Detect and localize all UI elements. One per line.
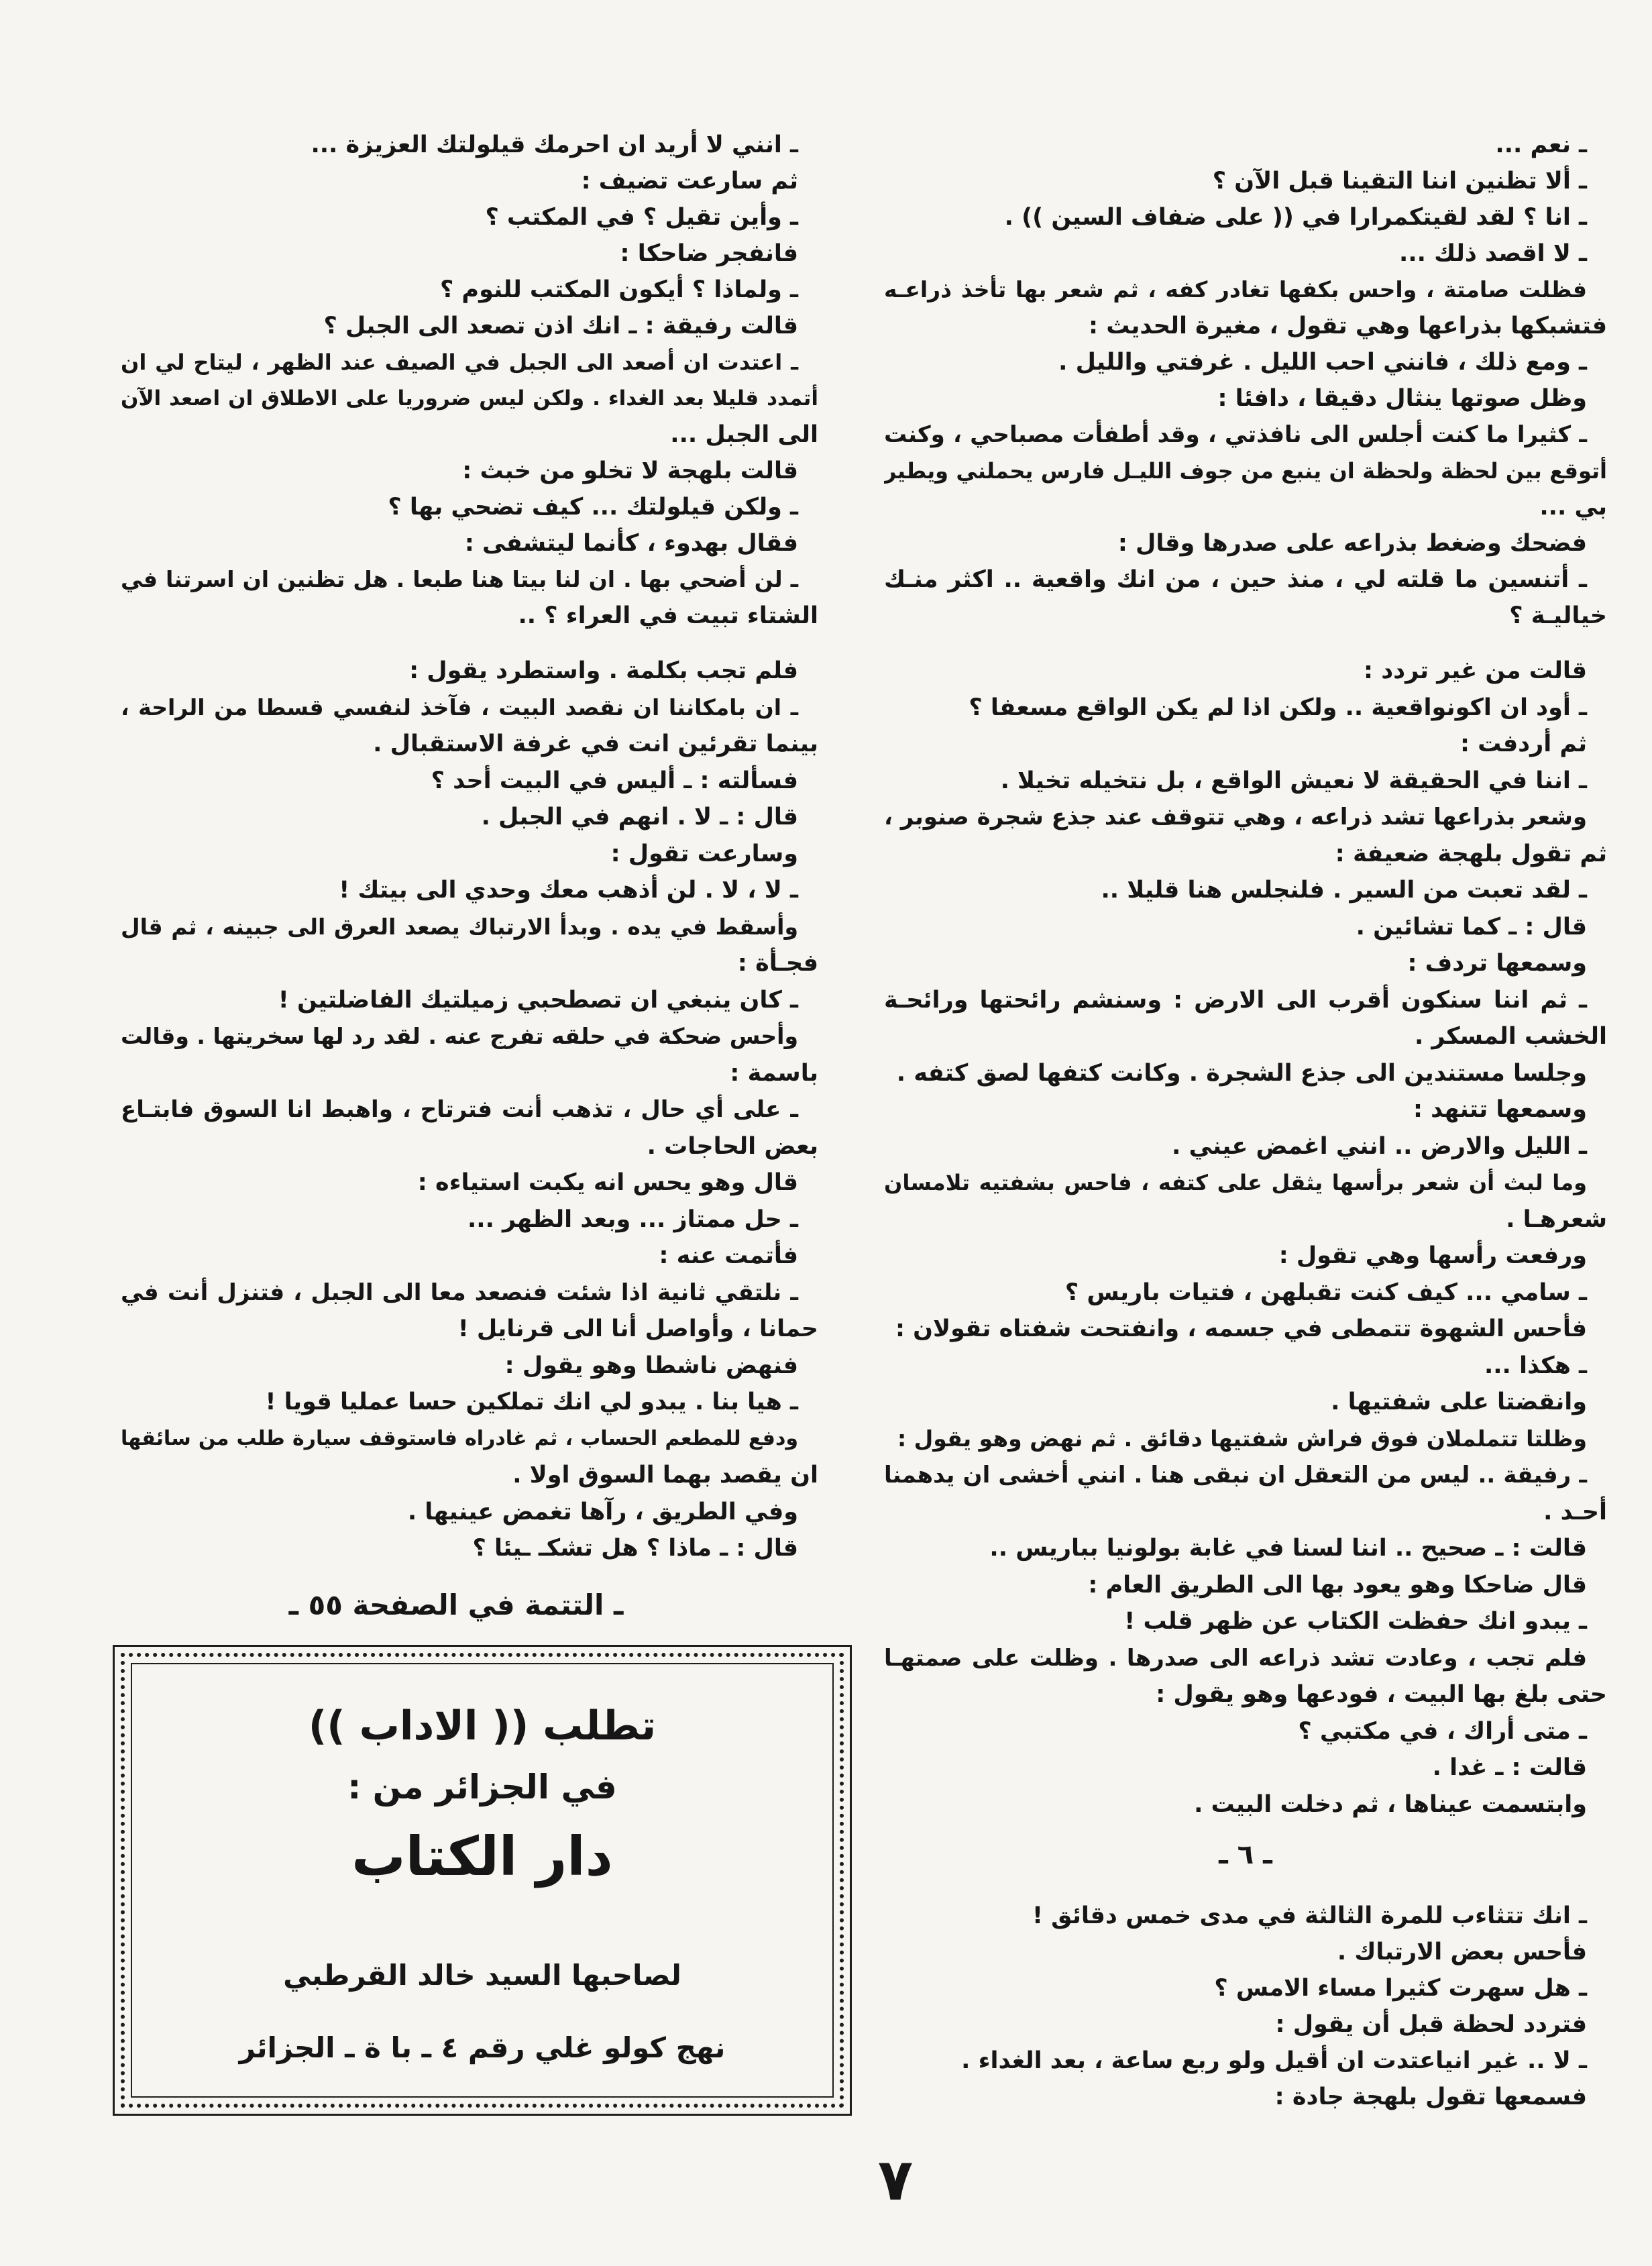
- article-line: وانقضتا على شفتيها .: [1331, 1389, 1587, 1415]
- article-line: ـ انني لا أريد ان احرمك قيلولتك العزيزة ...: [311, 131, 798, 158]
- article-line: ـ هل سهرت كثيرا مساء الامس ؟: [1214, 1975, 1587, 2002]
- article-line: ـ وأين تقيل ؟ في المكتب ؟: [485, 204, 798, 231]
- article-line: فلم تجب بكلمة . واستطرد يقول :: [409, 657, 798, 684]
- right-column-bottom: [884, 1898, 1607, 2115]
- left-column-top: [121, 127, 818, 634]
- article-line: قال : ـ ماذا ؟ هل تشكـ ـيئا ؟: [472, 1535, 798, 1562]
- advertisement-box: [113, 1645, 852, 2116]
- article-line: فسمعها تقول بلهجة جادة :: [1274, 2084, 1587, 2110]
- article-line: وابتسمت عيناها ، ثم دخلت البيت .: [1194, 1790, 1587, 1818]
- article-line: ـ متى أراك ، في مكتبي ؟: [1298, 1717, 1587, 1745]
- article-line: ـ لا ، لا . لن أذهب معك وحدي الى بيتك !: [339, 877, 798, 904]
- article-line: قال وهو يحس انه يكبت استياءه :: [417, 1169, 798, 1196]
- article-line: ـ انا ؟ لقد لقيتكمرارا في (( على ضفاف السين )) .: [1004, 204, 1587, 231]
- article-line: ـ لا اقصد ذلك ...: [1399, 240, 1587, 267]
- right-column-top: [884, 127, 1607, 634]
- article-line: ودفع للمطعم الحساب ، ثم غادراه فاستوقف سيارة طلب من سائقها: [121, 1426, 798, 1450]
- article-line: ـ لا .. غير انياعتدت ان أقيل ولو ربع ساعة ، بعد الغداء .: [961, 2047, 1587, 2074]
- article-line: قال ضاحكا وهو يعود بها الى الطريق العام :: [1088, 1571, 1587, 1599]
- article-line: ثم سارعت تضيف :: [581, 168, 798, 195]
- article-line: ثم تقول بلهجة ضعيفة :: [1335, 840, 1607, 867]
- article-line: ـ نعم ...: [1495, 131, 1587, 158]
- article-line: فنهض ناشطا وهو يقول :: [504, 1352, 798, 1379]
- article-line: قالت من غير تردد :: [1364, 657, 1587, 684]
- article-line: أتوقع بين لحظة ولحظة ان ينبع من جوف الليـل فارس يحملني ويطير: [884, 458, 1607, 484]
- article-line: باسمة :: [730, 1059, 818, 1087]
- article-line: الشتاء تبيت في العراء ؟ ..: [518, 602, 818, 629]
- article-line: ورفعت رأسها وهي تقول :: [1278, 1242, 1587, 1269]
- article-line: فأتمت عنه :: [659, 1242, 798, 1269]
- article-line: ـ ألا تظنين اننا التقينا قبل الآن ؟: [1212, 168, 1587, 195]
- article-line: ـ كثيرا ما كنت أجلس الى نافذتي ، وقد أطفأت مصباحي ، وكنت: [884, 421, 1587, 448]
- article-line: قالت : ـ غدا .: [1432, 1754, 1587, 1781]
- article-line: قال : ـ كما تشائين .: [1356, 913, 1587, 940]
- article-line: وشعر بذراعها تشد ذراعه ، وهي تتوقف عند جذع شجرة صنوبر ،: [884, 804, 1587, 830]
- article-line: خياليـة ؟: [1509, 602, 1607, 629]
- article-line: ـ حل ممتاز ... وبعد الظهر ...: [467, 1205, 798, 1233]
- article-line: فجـأة :: [737, 950, 818, 977]
- article-line: وظلتا تتململان فوق فراش شفتيها دقائق . ثم نهض وهو يقول :: [897, 1425, 1587, 1452]
- article-line: ـ على أي حال ، تذهب أنت فترتاح ، واهبط انا السوق فابتـاع: [121, 1096, 798, 1123]
- article-line: ـ لن أضحي بها . ان لنا بيتا هنا طبعا . هل تظنين ان اسرتنا في: [121, 566, 798, 592]
- article-line: أتمدد قليلا بعد الغداء . ولكن ليس ضروريا على الاطلاق ان اصعد الآن: [121, 386, 818, 411]
- continuation-note: ـ التتمة في الصفحة ٥٥ ـ: [288, 1588, 624, 1621]
- article-line: وسارعت تقول :: [610, 840, 798, 867]
- article-line: ـ أود ان اكونواقعية .. ولكن اذا لم يكن الواقع مسعفا ؟: [969, 694, 1587, 721]
- article-line: ـ ولكن قيلولتك ... كيف تضحي بها ؟: [388, 494, 798, 521]
- ad-headline: تطلب (( الاداب )): [308, 1703, 657, 1749]
- article-line: فأحس بعض الارتباك .: [1337, 1939, 1587, 1965]
- article-line: وجلسا مستندين الى جذع الشجرة . وكانت كتفها لصق كتفه .: [896, 1059, 1587, 1087]
- article-line: ـ اعتدت ان أصعد الى الجبل في الصيف عند الظهر ، ليتاح لي ان: [121, 349, 798, 375]
- article-line: ـ ولماذا ؟ أيكون المكتب للنوم ؟: [439, 276, 798, 303]
- article-line: ـ أتنسين ما قلته لي ، منذ حين ، من انك واقعية .. اكثر منـك: [884, 566, 1587, 593]
- article-line: أحـد .: [1543, 1498, 1607, 1525]
- article-line: فأحس الشهوة تتمطى في جسمه ، وانفتحت شفتاه تقولان :: [895, 1315, 1587, 1342]
- article-line: وسمعها تتنهد :: [1413, 1096, 1587, 1123]
- article-line: فسألته : ـ أليس في البيت أحد ؟: [431, 767, 798, 794]
- article-line: قالت بلهجة لا تخلو من خبث :: [462, 457, 798, 484]
- article-line: قالت : ـ صحيح .. اننا لسنا في غابة بولونيا بباريس ..: [989, 1535, 1587, 1562]
- article-line: فظلت صامتة ، واحس بكفها تغادر كفه ، ثم شعر بها تأخذ ذراعـه: [884, 276, 1587, 303]
- article-line: ـ نلتقي ثانية اذا شئت فنصعد معا الى الجبل ، فتنزل أنت في: [121, 1279, 798, 1306]
- article-line: قال : ـ لا . انهم في الجبل .: [481, 804, 798, 830]
- article-line: حتى بلغ بها البيت ، فودعها وهو يقول :: [1156, 1681, 1607, 1708]
- article-line: فتشبكها بذراعها وهي تقول ، مغيرة الحديث :: [1089, 313, 1607, 339]
- article-line: ـ اننا في الحقيقة لا نعيش الواقع ، بل نتخيله تخيلا .: [1000, 767, 1587, 794]
- article-line: وما لبث أن شعر برأسها يثقل على كتفه ، فاحس بشفتيه تلامسان: [884, 1170, 1587, 1195]
- article-line: وفي الطريق ، رآها تغمض عينيها .: [407, 1498, 798, 1525]
- article-line: فقال بهدوء ، كأنما ليتشفى :: [464, 530, 798, 557]
- article-line: فتردد لحظة قبل أن يقول :: [1275, 2011, 1587, 2038]
- article-line: حمانا ، وأواصل أنا الى قرنايل !: [457, 1315, 818, 1342]
- article-line: وظل صوتها ينثال دقيقا ، دافئا :: [1217, 385, 1587, 412]
- article-line: فلم تجب ، وعادت تشد ذراعه الى صدرها . وظلت على صمتهـا: [884, 1644, 1587, 1672]
- article-line: وسمعها تردف :: [1407, 950, 1587, 977]
- ad-owner: لصاحبها السيد خالد القرطبي: [283, 1959, 681, 1992]
- article-line: ـ هيا بنا . يبدو لي انك تملكين حسا عمليا قويا !: [265, 1389, 798, 1415]
- article-line: ـ لقد تعبت من السير . فلنجلس هنا قليلا ..: [1101, 877, 1587, 904]
- article-line: ـ سامي ... كيف كنت تقبلهن ، فتيات باريس ؟: [1064, 1279, 1587, 1306]
- article-line: ـ رفيقة .. ليس من التعقل ان نبقى هنا . انني أخشى ان يدهمنا: [884, 1462, 1587, 1489]
- article-line: ـ كان ينبغي ان تصطحبي زميلتيك الفاضلتين !: [278, 986, 798, 1014]
- article-line: ـ ومع ذلك ، فانني احب الليل . غرفتي والليل .: [1058, 349, 1587, 376]
- ad-store-name: دار الكتاب: [351, 1825, 613, 1888]
- article-line: ـ ثم اننا سنكون أقرب الى الارض : وسنشم رائحتها ورائحـة: [884, 986, 1587, 1014]
- article-line: ثم أردفت :: [1460, 731, 1587, 757]
- article-line: ـ هكذا ...: [1484, 1352, 1587, 1379]
- article-line: وأحس ضحكة في حلقه تفرج عنه . لقد رد لها سخريتها . وقالت: [121, 1023, 798, 1049]
- article-line: ـ انك تتثاءب للمرة الثالثة في مدى خمس دقائق !: [1032, 1902, 1587, 1929]
- article-line: الخشب المسكر .: [1414, 1023, 1607, 1050]
- section-heading: ـ ٦ ـ: [1219, 1839, 1272, 1870]
- article-line: ـ يبدو انك حفظت الكتاب عن ظهر قلب !: [1124, 1608, 1587, 1635]
- article-line: شعرهـا .: [1506, 1205, 1607, 1233]
- article-line: الى الجبل ...: [670, 421, 818, 448]
- right-column-middle: [884, 653, 1607, 1823]
- ad-subline: في الجزائر من :: [347, 1768, 617, 1806]
- article-line: قالت رفيقة : ـ انك اذن تصعد الى الجبل ؟: [323, 313, 798, 339]
- page-number: ٧: [877, 2147, 914, 2214]
- left-column-bottom: [121, 653, 818, 1567]
- article-line: ـ ان بامكاننا ان نقصد البيت ، فآخذ لنفسي قسطا من الراحة ،: [121, 694, 798, 720]
- article-line: بي ...: [1539, 494, 1607, 521]
- ad-address: نهج كولو غلي رقم ٤ ـ با ة ـ الجزائر: [239, 2031, 726, 2064]
- article-line: فانفجر ضاحكا :: [620, 240, 798, 267]
- article-line: فضحك وضغط بذراعه على صدرها وقال :: [1117, 530, 1587, 557]
- article-line: ـ الليل والارض .. انني اغمض عيني .: [1172, 1132, 1587, 1160]
- article-line: وأسقط في يده . وبدأ الارتباك يصعد العرق الى جبينه ، ثم قال: [121, 913, 798, 940]
- article-line: ان يقصد بهما السوق اولا .: [512, 1462, 818, 1489]
- article-line: بينما تقرئين انت في غرفة الاستقبال .: [373, 731, 818, 757]
- article-line: بعض الحاجات .: [647, 1132, 818, 1160]
